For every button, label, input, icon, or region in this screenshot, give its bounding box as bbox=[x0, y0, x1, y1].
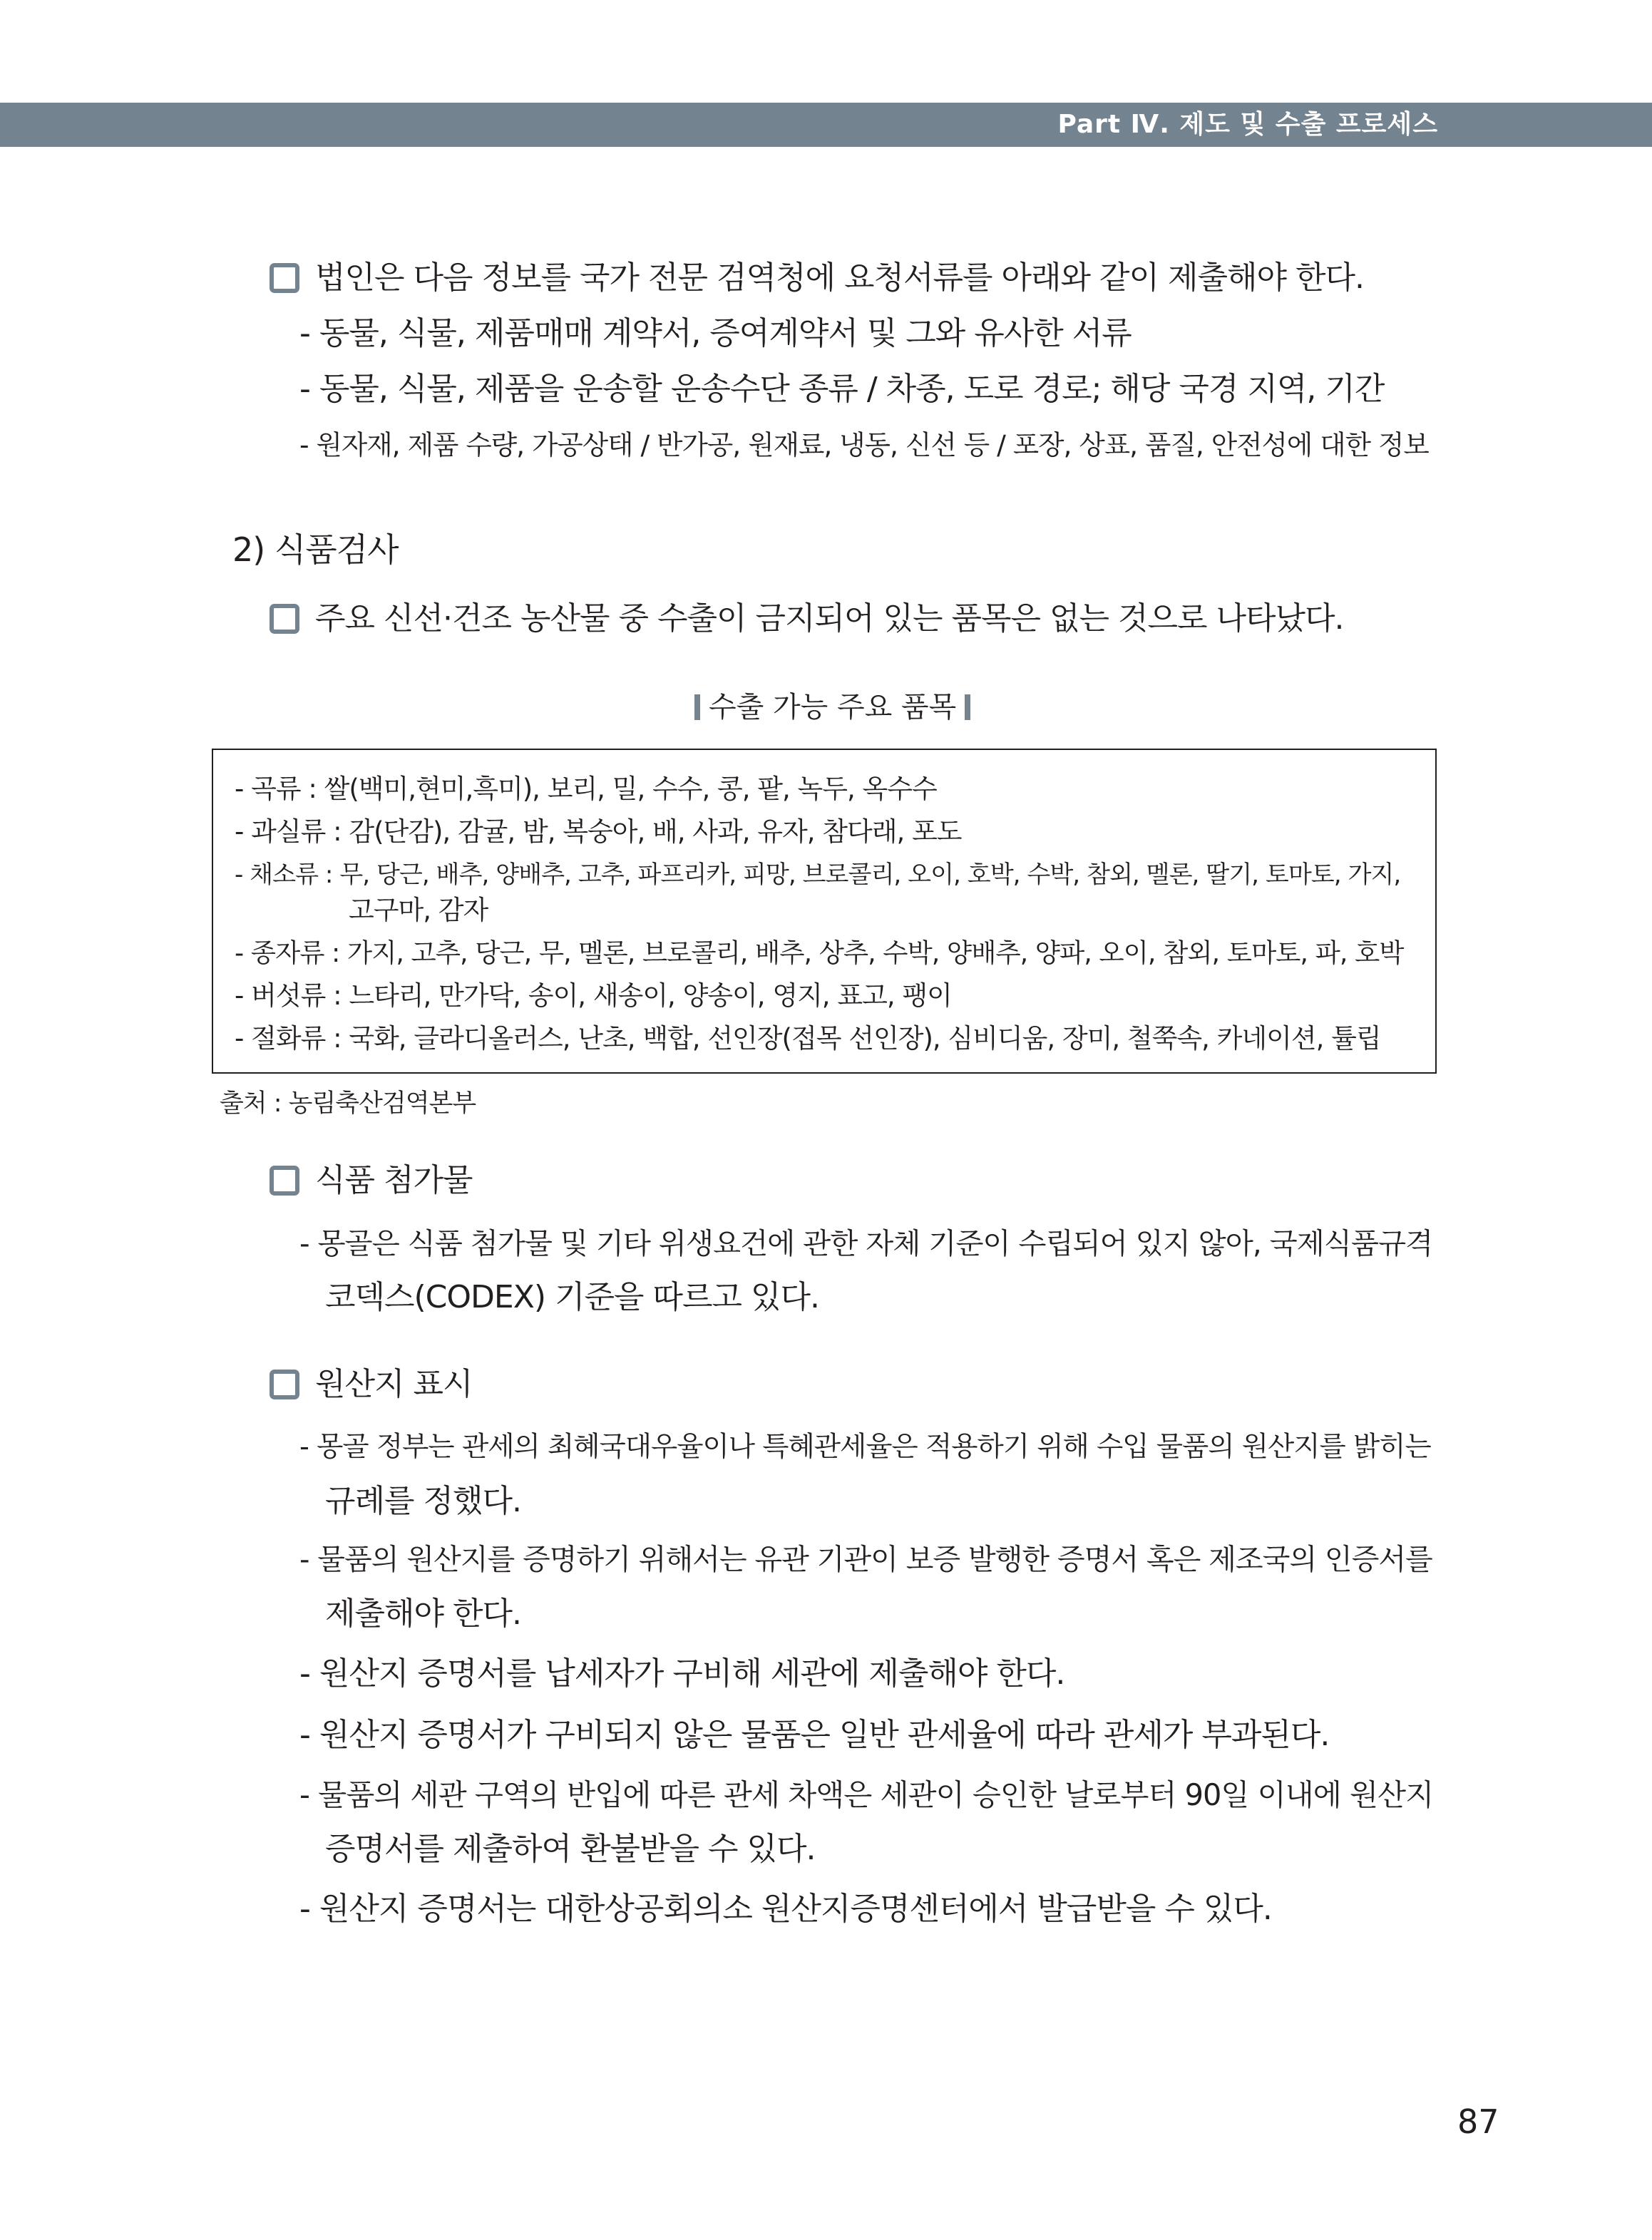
caption-bar-right bbox=[965, 694, 970, 720]
table-caption bbox=[686, 689, 979, 726]
origin-item: - 원산지 증명서를 납세자가 구비해 세관에 제출해야 한다. bbox=[299, 1655, 1065, 1692]
origin-heading bbox=[270, 1365, 473, 1404]
checkbox-icon bbox=[270, 263, 299, 293]
food-additives-item: - 몽골은 식품 첨가물 및 기타 위생요건에 관한 자체 기준이 수립되어 있지 않아, 국제식품규격 bbox=[299, 1226, 1433, 1260]
table-caption-text: 수출 가능 주요 품목 bbox=[709, 691, 957, 724]
origin-item-cont: 증명서를 제출하여 환불받을 수 있다. bbox=[325, 1831, 816, 1867]
submission-intro-text: 법인은 다음 정보를 국가 전문 검역청에 요청서류를 아래와 같이 제출해야 한다. bbox=[315, 260, 1364, 296]
food-inspection-intro bbox=[270, 599, 1343, 639]
origin-item-cont: 제출해야 한다. bbox=[325, 1596, 521, 1632]
box-line-fruits: - 과실류 : 감(단감), 감귤, 밤, 복숭아, 배, 사과, 유자, 참다래, 포도 bbox=[235, 816, 962, 847]
checkbox-icon bbox=[270, 1370, 299, 1399]
origin-item: - 원산지 증명서는 대한상공회의소 원산지증명센터에서 발급받을 수 있다. bbox=[299, 1891, 1272, 1927]
origin-item-cont: 규례를 정했다. bbox=[325, 1483, 521, 1519]
box-line-vegetables-cont: 고구마, 감자 bbox=[349, 895, 488, 925]
origin-item: - 물품의 원산지를 증명하기 위해서는 유관 기관이 보증 발행한 증명서 혹은 제조국의 인증서를 bbox=[299, 1543, 1432, 1576]
origin-item: - 원산지 증명서가 구비되지 않은 물품은 일반 관세율에 따라 관세가 부과된다. bbox=[299, 1717, 1330, 1753]
submission-item: - 동물, 식물, 제품을 운송할 운송수단 종류 / 차종, 도로 경로; 해당 국경 지역, 기간 bbox=[299, 371, 1385, 407]
caption-bar-left bbox=[694, 694, 700, 720]
box-line-flowers: - 절화류 : 국화, 글라디올러스, 난초, 백합, 선인장(접목 선인장), 심비디움, 장미, 철쭉속, 카네이션, 튤립 bbox=[235, 1023, 1381, 1054]
checkbox-icon bbox=[270, 1166, 299, 1196]
submission-item: - 동물, 식물, 제품매매 계약서, 증여계약서 및 그와 유사한 서류 bbox=[299, 315, 1132, 351]
food-additives-title: 식품 첨가물 bbox=[315, 1162, 473, 1198]
exportable-items-box bbox=[212, 749, 1437, 1074]
food-inspection-title: 2) 식품검사 bbox=[232, 530, 399, 569]
origin-item: - 물품의 세관 구역의 반입에 따른 관세 차액은 세관이 승인한 날로부터 90일 이내에 원산지 bbox=[299, 1777, 1434, 1812]
header-title: Part Ⅳ. 제도 및 수출 프로세스 bbox=[1057, 110, 1438, 139]
box-line-seeds: - 종자류 : 가지, 고추, 당근, 무, 멜론, 브로콜리, 배추, 상추, 수박, 양배추, 양파, 오이, 참외, 토마토, 파, 호박 bbox=[235, 937, 1404, 968]
origin-title: 원산지 표시 bbox=[315, 1366, 473, 1402]
table-source: 출처 : 농림축산검역본부 bbox=[220, 1089, 476, 1118]
box-line-mushrooms: - 버섯류 : 느타리, 만가닥, 송이, 새송이, 양송이, 영지, 표고, 팽이 bbox=[235, 980, 952, 1011]
page-number: 87 bbox=[1457, 2102, 1499, 2141]
header-bar bbox=[0, 103, 1652, 147]
food-additives-heading bbox=[270, 1161, 473, 1201]
box-line-grains: - 곡류 : 쌀(백미,현미,흑미), 보리, 밀, 수수, 콩, 팥, 녹두, 옥수수 bbox=[235, 774, 937, 804]
food-additives-item-cont: 코덱스(CODEX) 기준을 따르고 있다. bbox=[325, 1279, 819, 1315]
submission-item: - 원자재, 제품 수량, 가공상태 / 반가공, 원재료, 냉동, 신선 등 / 포장, 상표, 품질, 안전성에 대한 정보 bbox=[299, 429, 1429, 461]
box-line-vegetables: - 채소류 : 무, 당근, 배추, 양배추, 고추, 파프리카, 피망, 브로콜리, 오이, 호박, 수박, 참외, 멜론, 딸기, 토마토, 가지, bbox=[235, 860, 1401, 889]
origin-item: - 몽골 정부는 관세의 최혜국대우율이나 특혜관세율은 적용하기 위해 수입 물품의 원산지를 밝히는 bbox=[299, 1431, 1431, 1463]
checkbox-icon bbox=[270, 604, 299, 634]
submission-intro bbox=[270, 258, 1364, 298]
food-inspection-intro-text: 주요 신선·건조 농산물 중 수출이 금지되어 있는 품목은 없는 것으로 나타났다. bbox=[315, 600, 1344, 637]
